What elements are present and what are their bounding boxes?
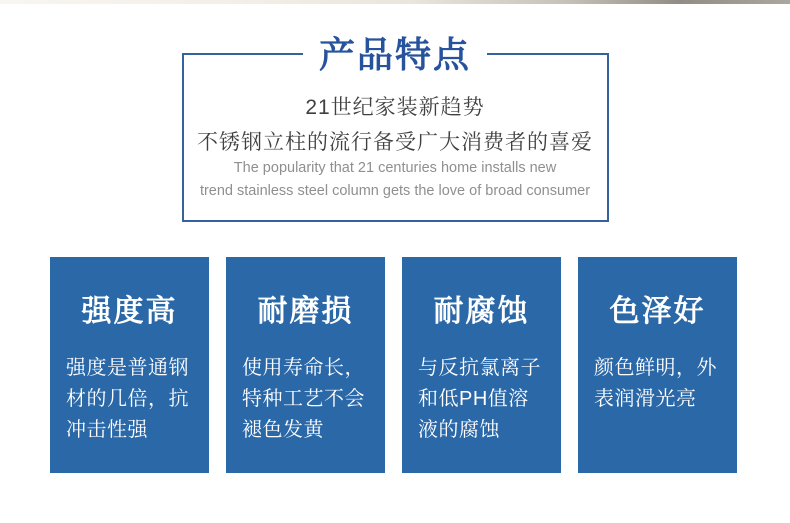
subtitle-english-block (184, 157, 607, 203)
subtitle-line-1: 21世纪家装新趋势 (305, 96, 485, 119)
feature-card-title: 色泽好 (609, 295, 706, 328)
feature-card-title: 耐腐蚀 (433, 295, 530, 328)
feature-card-title: 强度高 (81, 295, 178, 328)
feature-card-wear-resistance (226, 257, 385, 473)
page-title: 产品特点 (303, 35, 487, 75)
subtitle-line-2: 不锈钢立柱的流行备受广大消费者的喜爱 (197, 131, 593, 154)
feature-card-description: 颜色鲜明，外表润滑光亮 (594, 357, 717, 410)
feature-card-title: 耐磨损 (257, 295, 354, 328)
feature-card-corrosion-resistance (402, 257, 561, 473)
feature-card-description: 与反抗氯离子和低PH值溶液的腐蚀 (418, 357, 541, 441)
feature-card-description: 强度是普通钢材的几倍，抗冲击性强 (66, 357, 189, 441)
header-content (184, 55, 607, 203)
previous-section-edge-strip (0, 0, 790, 4)
feature-card-row (50, 257, 737, 473)
feature-card-strength (50, 257, 209, 473)
subtitle-english-line-2: trend stainless steel column gets the love of broad consumer (199, 183, 591, 199)
feature-card-color (578, 257, 737, 473)
subtitle-english-line-1: The popularity that 21 centuries home installs new (233, 160, 557, 176)
feature-card-description: 使用寿命长，特种工艺不会褪色发黄 (242, 357, 365, 441)
header-frame (182, 34, 609, 222)
